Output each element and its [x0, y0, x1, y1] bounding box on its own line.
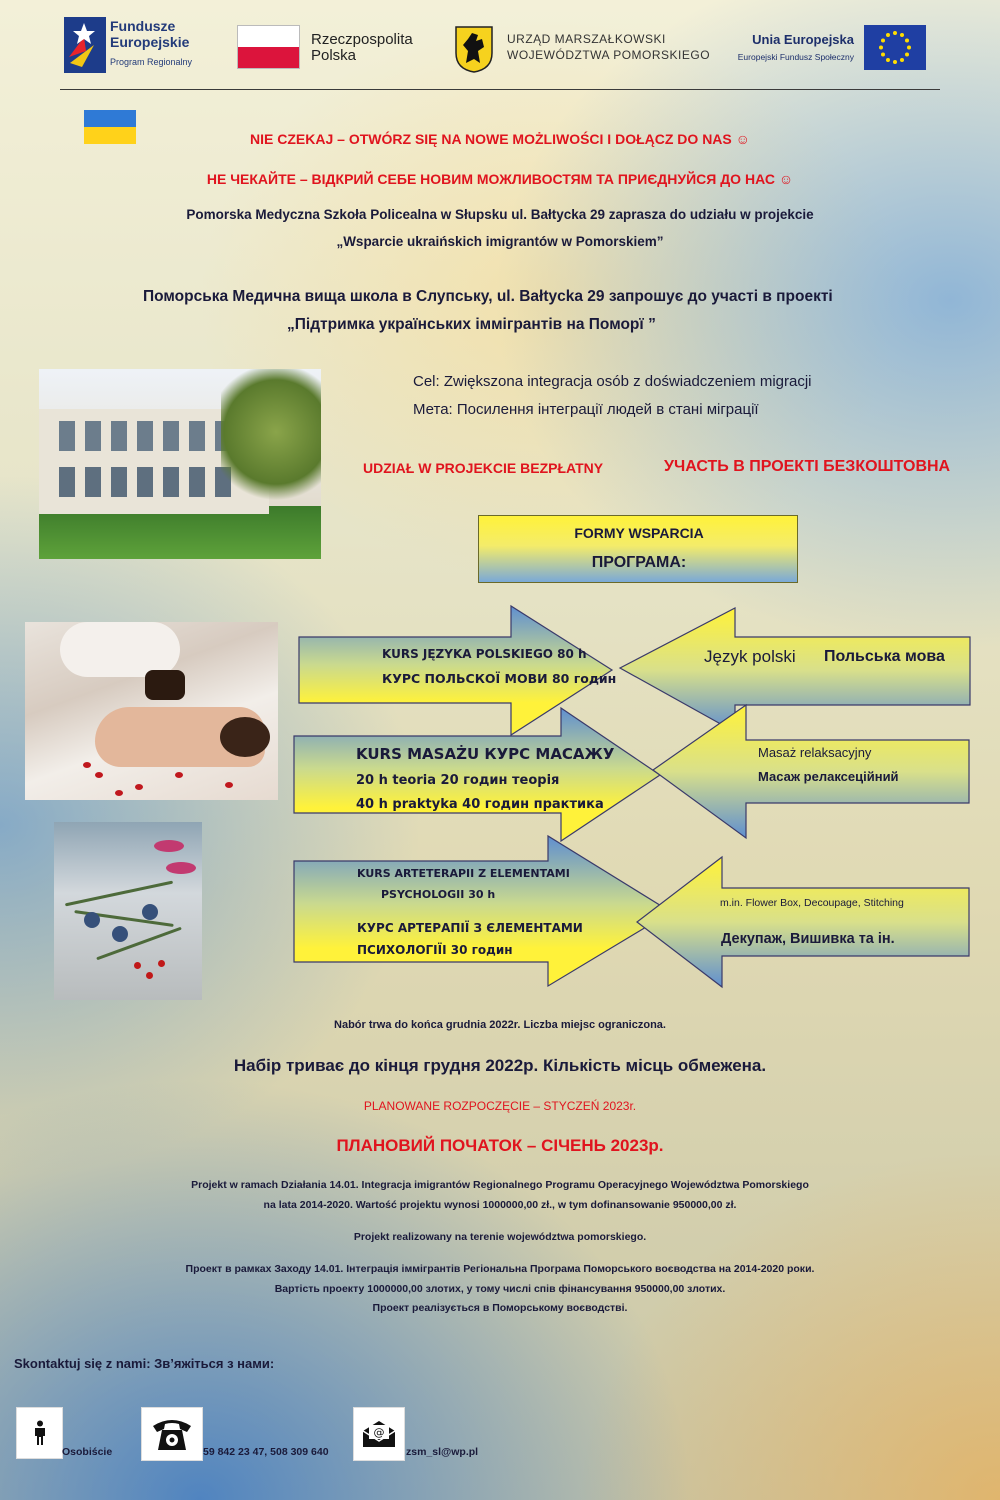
marshal-logo-line2: WOJEWÓDZTWA POMORSKIEGO [507, 48, 711, 62]
polish-language-pl: Język polski [704, 647, 796, 666]
art-activities-pl: m.in. Flower Box, Decoupage, Stitching [720, 897, 904, 909]
intro-polish-line1: Pomorska Medyczna Szkoła Policealna w Słupsku ul. Bałtycka 29 zaprasza do udziału w projekcie [186, 207, 814, 222]
funds-logo-line3: Program Regionalny [110, 57, 193, 67]
polish-course-title-ua: КУРС ПОЛЬСКОЇ МОВИ 80 годин [382, 671, 617, 686]
contact-in-person: Osobiście [62, 1446, 113, 1458]
art-therapy-course-arrow [294, 836, 671, 986]
envelope-icon [354, 1408, 404, 1460]
telephone-icon [142, 1408, 202, 1460]
intro-ukrainian-line1: Поморська Медична вища школа в Слупську, ul. Bałtycka 29 запрошує до участі в проекті [143, 288, 833, 305]
svg-text:@: @ [373, 1426, 385, 1439]
eu-logo-line2: Europejski Fundusz Społeczny [737, 52, 854, 62]
project-info-polish-line1: Projekt w ramach Działania 14.01. Integracja imigrantów Regionalnego Programu Operacyjnego Województwa Pomorskiego [191, 1179, 809, 1191]
project-info-polish-line2: na lata 2014-2020. Wartość projektu wynosi 1000000,00 zł., w tym dofinansowanie 950000,00 zł. [263, 1199, 737, 1211]
person-icon [17, 1408, 62, 1458]
relaxation-massage-pl: Masaż relaksacyjny [758, 745, 872, 760]
polish-language-ua: Польська мова [824, 648, 945, 665]
massage-course-practice: 40 h praktyka 40 годин практика [356, 797, 604, 812]
art-therapy-flowers-photo [54, 822, 202, 1000]
contact-email[interactable]: zsm_sl@wp.pl [406, 1446, 479, 1458]
massage-course-theory: 20 h teoria 20 годин теорія [356, 773, 560, 788]
art-course-title-ua-2: ПСИХОЛОГІЇІ 30 годин [357, 943, 513, 957]
goal-polish: Cel: Zwiększona integracja osób z doświadczeniem migracji [413, 373, 812, 390]
free-participation-polish: UDZIAŁ W PROJEKCIE BEZPŁATNY [363, 460, 604, 476]
funds-logo-line2: Europejskie [110, 34, 190, 50]
massage-photo [25, 622, 278, 800]
goal-ukrainian: Мета: Посилення інтеграції людей в стані міграції [413, 401, 759, 418]
start-date-ukrainian: ПЛАНОВИЙ ПОЧАТОК – СІЧЕНЬ 2023р. [336, 1136, 664, 1155]
project-info-polish-line3: Projekt realizowany na terenie województwa pomorskiego. [353, 1231, 647, 1243]
contact-phone-numbers[interactable]: 59 842 23 47, 508 309 640 [203, 1446, 329, 1458]
project-info-ukrainian-line3: Проект реалізується в Поморському воєводстві. [372, 1302, 628, 1314]
massage-course-title: KURS MASAŻU КУРС МАСАЖУ [356, 745, 615, 763]
marshal-logo-line1: URZĄD MARSZAŁKOWSKI [507, 32, 666, 46]
recruitment-ukrainian: Набір триває до кінця грудня 2022р. Кількість місць обмежена. [233, 1056, 767, 1075]
start-date-polish: PLANOWANE ROZPOCZĘCIE – STYCZEŃ 2023r. [363, 1099, 637, 1113]
project-info-ukrainian-line2: Вартість проекту 1000000,00 злотих, у тому числі спів фінансування 950000,00 злотих. [274, 1283, 726, 1295]
support-forms-title: FORMY WSPARCIA [574, 525, 704, 541]
eu-logo-line1: Unia Europejska [752, 32, 854, 47]
intro-polish-line2: „Wsparcie ukraińskich imigrantów w Pomorskiem” [336, 234, 664, 249]
polish-language-arrow [620, 608, 970, 732]
poland-logo-line1: Rzeczpospolita [311, 31, 413, 48]
contact-heading: Skontaktuj się z nami: Зв’яжіться з нами: [14, 1356, 275, 1371]
art-course-title-ua-1: КУРС АРТЕРАПІЇ З ЄЛЕМЕНТАМИ [357, 921, 583, 935]
recruitment-polish: Nabór trwa do końca grudnia 2022r. Liczba miejsc ograniczona. [334, 1019, 666, 1031]
funds-logo-line1: Fundusze [110, 18, 176, 34]
intro-ukrainian-line2: „Підтримка українських іммігрантів на Поморї ” [287, 316, 656, 333]
headline-polish: NIE CZEKAJ – OTWÓRZ SIĘ NA NOWE MOŻLIWOŚCI I DOŁĄCZ DO NAS ☺ [250, 131, 750, 147]
relaxation-massage-ua: Масаж релаксеційний [758, 769, 899, 784]
art-course-title-pl-1: KURS ARTETERAPII Z ELEMENTAMI [357, 867, 570, 880]
art-course-title-pl-2: PSYCHOLOGII 30 h [381, 888, 496, 901]
polish-course-title-pl: KURS JĘZYKA POLSKIEGO 80 h [382, 647, 587, 661]
art-activities-ua: Декупаж, Вишивка та ін. [721, 931, 895, 947]
free-participation-ukrainian: УЧАСТЬ В ПРОЕКТІ БЕЗКОШТОВНА [664, 458, 951, 475]
headline-ukrainian: НЕ ЧЕКАЙТЕ – ВІДКРИЙ СЕБЕ НОВИМ МОЖЛИВОСТЯМ ТА ПРИЄДНУЙСЯ ДО НАС ☺ [206, 171, 794, 187]
poland-logo-line2: Polska [311, 47, 357, 64]
support-forms-program: ПРОГРАМА: [591, 554, 687, 571]
project-info-ukrainian-line1: Проект в рамках Заходу 14.01. Інтеграція іммігрантів Регіональна Програма Поморського воєводства на 2014-2020 роки. [185, 1263, 815, 1275]
art-activities-arrow [637, 857, 969, 987]
